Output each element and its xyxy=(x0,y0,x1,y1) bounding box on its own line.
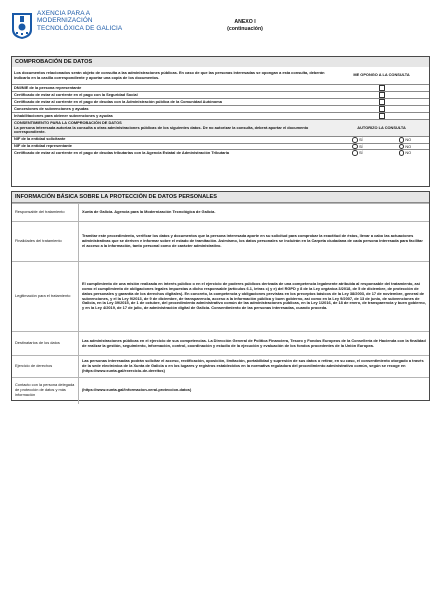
protection-label: Finalidades del tratamiento xyxy=(12,222,79,262)
protection-label: Destinatarios de los datos xyxy=(12,332,79,356)
galicia-shield-icon xyxy=(11,12,33,40)
protection-text: Las personas interesadas podrán solicitar el acceso, rectificación, oposición, limitación, portabilidad y supresión de sus datos o retirar, en su caso, el consentimiento otorgado a través de la sede electrónica de la Xunta de Galicia o en los lugares y registros establecidos en la normativa reguladora del procedimiento administrativo común, según se recoge en (https://www.xunta.gal/exercicio-de-dereitos) xyxy=(79,356,430,378)
yes-radio[interactable] xyxy=(352,144,358,150)
protection-row xyxy=(12,204,429,222)
verification-row xyxy=(12,113,429,120)
logo-text xyxy=(37,10,122,32)
protection-row xyxy=(12,332,429,356)
data-protection-table xyxy=(12,203,429,404)
protection-row xyxy=(12,356,429,378)
verification-item: Certificado de estar al corriente en el pago de deudas con la Administración pública de la Comunidad Autónoma xyxy=(12,99,334,106)
verification-row xyxy=(12,99,429,106)
consent-row xyxy=(12,143,429,150)
annex-subtitle: (continuación) xyxy=(227,26,263,32)
yes-label: SÍ xyxy=(358,143,363,149)
authorize-header: AUTORIZO LA CONSULTA xyxy=(334,120,429,137)
protection-label: Contacto con la persona delegada de protección de datos y más información xyxy=(12,378,79,404)
protection-text: Las administraciones públicas en el ejercicio de sus competencias. La Dirección General de Política Financiera, Tesoro y Fondos Europeos de la Consellería de Hacienda con la finalidad de realizar la gestión, seguimiento, información, control, coordinación y estudio de la ejecución y evaluación de los fondos procedentes de la Unión Europea. xyxy=(79,332,430,356)
yes-label: SÍ xyxy=(358,136,363,142)
annex-heading xyxy=(200,19,290,33)
no-label: NO xyxy=(405,143,412,149)
yes-radio[interactable] xyxy=(352,137,358,143)
protection-text: El cumplimiento de una misión realizada en interés público o en el ejercicio de poderes públicos derivada de una competencia legalmente atribuida al responsable del tratamiento, así como el cumplimiento de obligaciones legales impuestas a dicho responsable (artículos 6.1, letras c) y e) del RGPD y 8 de la Ley orgánica 3/2018, de 5 de diciembre, de protección de datos personales y garantía de los derechos digitales). En concreto, la competencia y obligaciones previstas en los preceptos básicos de la Ley 38/2003, de 17 de noviembre, general de subvenciones, y el la Ley 9/2013, de 9 de diciembre, de transparencia, acceso a la información pública y buen gobierno, así como en la Ley 9/2007, de 13 de junio, de subvenciones de Galicia, en la Ley 39/2015, de 1 de octubre, del procedimiento administrativo común de las administraciones públicas, en la Ley 1/2016, de 18 de enero, de transparencia y buen gobierno, y en la Ley 4/2019, de 17 de julio, de administración digital de Galicia. Consentimiento de las personas interesadas, cuando proceda. xyxy=(79,262,430,332)
oppose-checkbox[interactable] xyxy=(379,113,385,119)
no-radio[interactable] xyxy=(399,144,405,150)
protection-text: Tramitar este procedimiento, verificar los datos y documentos que la persona interesada aporte en su solicitud para comprobar la exactitud de éstos, llevar a cabo las actuaciones administrativas que se deriven e informar sobre el estado de tramitación. Asimismo, los datos personales se incluirán en la Carpeta ciudadana de cada persona interesada para facilitar el acceso a la información, tanto personal como de carácter administrativo. xyxy=(79,222,430,262)
yes-radio[interactable] xyxy=(352,150,358,156)
oppose-header: ME OPONGO A LA CONSULTA xyxy=(334,67,429,85)
protection-text: (https://www.xunta.gal/informacion-xeral-proteccion-datos) xyxy=(79,378,430,404)
oppose-checkbox[interactable] xyxy=(379,92,385,98)
logo-line-3: TECNOLÓXICA DE GALICIA xyxy=(37,24,123,32)
protection-row xyxy=(12,222,429,262)
consent-row xyxy=(12,150,429,156)
protection-text: Xunta de Galicia. Agencia para la Modernización Tecnológica de Galicia. xyxy=(79,204,430,222)
consent-heading xyxy=(12,120,334,137)
protection-row xyxy=(12,262,429,332)
data-protection-title: INFORMACIÓN BÁSICA SOBRE LA PROTECCIÓN DE DATOS PERSONALES xyxy=(12,192,429,203)
consent-title: CONSENTIMIENTO PARA LA COMPROBACIÓN DE DATOS xyxy=(14,119,122,125)
protection-label: Responsable del tratamiento xyxy=(12,204,79,222)
verification-intro-row xyxy=(12,67,429,85)
oppose-checkbox[interactable] xyxy=(379,99,385,105)
annex-title: ANEXO I xyxy=(234,19,256,25)
oppose-checkbox[interactable] xyxy=(379,85,385,91)
protection-label: Legitimación para el tratamiento xyxy=(12,262,79,332)
verification-table xyxy=(12,67,429,156)
no-radio[interactable] xyxy=(399,137,405,143)
no-label: NO xyxy=(405,136,412,142)
protection-label: Ejercicio de derechos xyxy=(12,356,79,378)
verification-row xyxy=(12,85,429,92)
verification-item: Certificado de estar al corriente en el pago con la Seguridad Social xyxy=(12,92,334,99)
logo-line-2: MODERNIZACIÓN xyxy=(37,17,93,25)
verification-row xyxy=(12,92,429,99)
consent-row xyxy=(12,137,429,144)
verification-item: DNI/NIE de la persona representante xyxy=(12,85,334,92)
data-verification-section xyxy=(11,56,430,187)
data-protection-section xyxy=(11,191,430,401)
no-label: NO xyxy=(405,150,412,156)
no-radio[interactable] xyxy=(399,150,405,156)
logo-line-1: AXENCIA PARA A xyxy=(37,10,91,17)
data-verification-title: COMPROBACIÓN DE DATOS xyxy=(12,57,429,67)
consent-item: Certificado de estar al corriente en el pago de deudas tributarias con la Agencia Estatal de Administración Tributaria xyxy=(14,149,230,155)
oppose-checkbox[interactable] xyxy=(379,106,385,112)
verification-intro: Los documentos relacionados serán objeto de consulta a las administraciones públicas. En caso de que las personas interesadas se opongan a esta consulta, deberán indicarlo en la casilla correspondiente y aportar una copia de los documentos. xyxy=(12,67,334,85)
agency-logo xyxy=(11,9,126,51)
consent-header-row xyxy=(12,120,429,137)
verification-item: Inhabilitaciones para obtener subvenciones y ayudas xyxy=(12,113,334,120)
consent-item: NIF de la entidad solicitante xyxy=(12,137,334,144)
verification-item: Concesiones de subvenciones y ayudas xyxy=(12,106,334,113)
yes-label: SÍ xyxy=(358,150,363,156)
consent-text: La persona interesada autoriza la consulta a otras administraciones públicas de los siguientes datos. De no autorizar la consulta, deberá aportar el documento correspondiente. xyxy=(14,124,309,135)
verification-row xyxy=(12,106,429,113)
protection-row xyxy=(12,378,429,404)
consent-item: NIF de la entidad representante xyxy=(12,143,334,150)
